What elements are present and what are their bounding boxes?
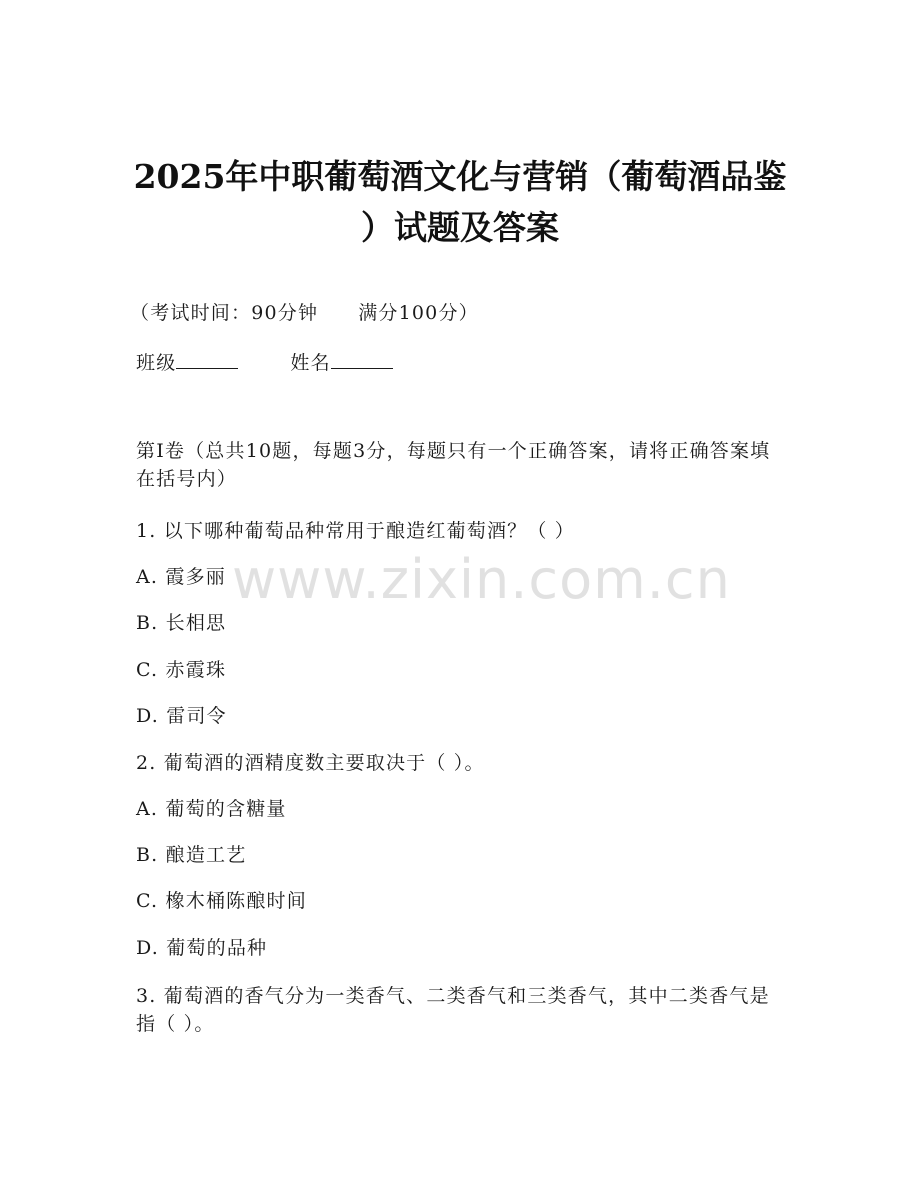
name-blank[interactable]	[331, 348, 393, 369]
question-2-option-b: B. 酿造工艺	[136, 844, 247, 866]
question-2-option-a: A. 葡萄的含糖量	[136, 798, 287, 820]
watermark: www.zixin.com.cn	[232, 548, 731, 611]
document-title-line-1: 2025年中职葡萄酒文化与营销（葡萄酒品鉴	[133, 157, 787, 196]
question-2-option-c: C. 橡木桶陈酿时间	[136, 890, 307, 912]
class-blank[interactable]	[176, 348, 238, 369]
name-label: 姓名	[290, 352, 331, 374]
student-info	[136, 348, 393, 377]
exam-full-score: 满分100分）	[358, 302, 479, 324]
section-intro: 第Ⅰ卷（总共10题，每题3分，每题只有一个正确答案，请将正确答案填在括号内）	[136, 440, 771, 490]
question-2-option-d: D. 葡萄的品种	[136, 937, 268, 959]
question-2-stem: 2. 葡萄酒的酒精度数主要取决于（ ）。	[136, 752, 485, 774]
exam-time: （考试时间：90分钟	[130, 302, 319, 324]
question-1-option-a: A. 霞多丽	[136, 566, 227, 588]
question-1-option-d: D. 雷司令	[136, 705, 227, 727]
class-label: 班级	[136, 352, 177, 374]
question-3-stem: 3. 葡萄酒的香气分为一类香气、二类香气和三类香气，其中二类香气是指（ ）。	[136, 985, 770, 1035]
document-title-line-2: ）试题及答案	[361, 208, 559, 247]
question-1-stem: 1. 以下哪种葡萄品种常用于酿造红葡萄酒？（ ）	[136, 520, 576, 542]
question-1-option-c: C. 赤霞珠	[136, 659, 227, 681]
exam-info	[130, 299, 479, 327]
question-1-option-b: B. 长相思	[136, 612, 227, 634]
